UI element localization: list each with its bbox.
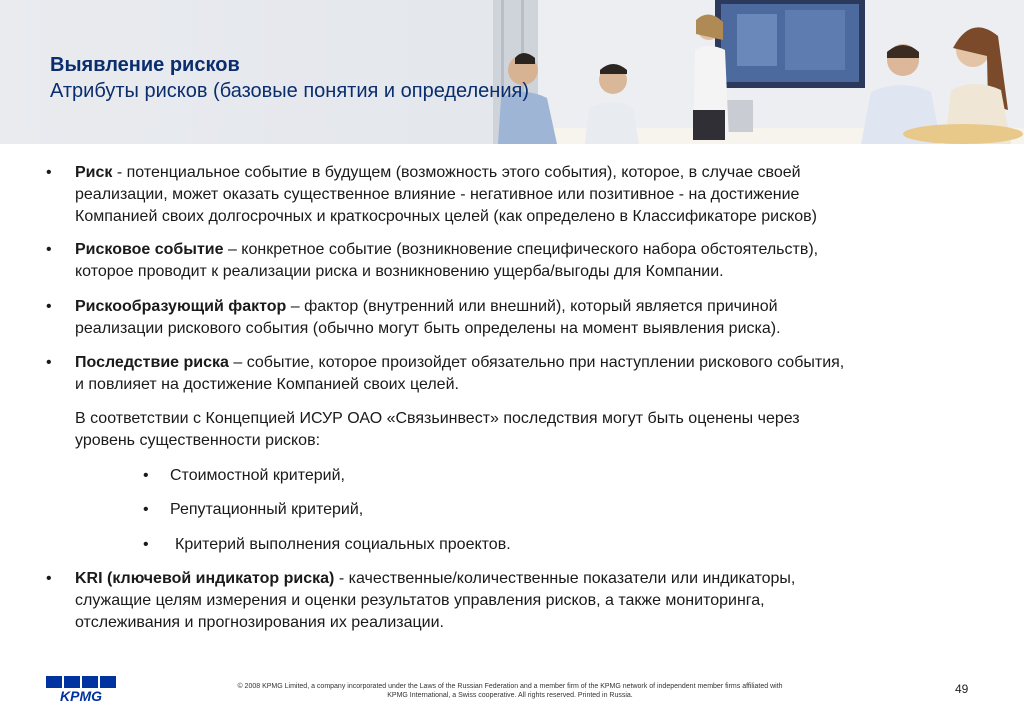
sub-bullet: • — [143, 536, 149, 553]
note-paragraph — [75, 408, 975, 452]
criterion-item — [0, 465, 1024, 487]
definition-line: которое проводит к реализации риска и возникновению ущерба/выгоды для Компании. — [75, 263, 724, 280]
definition-line: - потенциальное событие в будущем (возможность этого события), которое, в случае своей — [112, 164, 801, 181]
criterion-social: Критерий выполнения социальных проектов. — [175, 536, 511, 553]
list-item-kri — [0, 568, 1024, 634]
footer — [0, 670, 1024, 708]
legal-line: © 2008 KPMG Limited, a company incorporated under the Laws of the Russian Federation and a member firm of the KPMG network of independent member firms affiliated with — [237, 683, 783, 690]
bullet: • — [46, 164, 52, 181]
bullet: • — [46, 354, 52, 371]
bullet: • — [46, 241, 52, 258]
meeting-photo — [493, 0, 1024, 144]
definition-line: – событие, которое произойдет обязательно при наступлении рискового события, — [228, 354, 845, 371]
list-item-risk-event — [0, 239, 1024, 283]
definition-line: – фактор (внутренний или внешний), который является причиной — [286, 298, 778, 315]
term-risk-factor: Рискообразующий фактор — [75, 298, 287, 315]
term-risk: Риск — [75, 164, 113, 181]
sub-bullet: • — [143, 467, 149, 484]
list-item-risk-consequence — [0, 352, 1024, 396]
definition-line: - качественные/количественные показатели или индикаторы, — [334, 570, 796, 587]
legal-notice — [170, 682, 850, 700]
header-band — [0, 0, 1024, 144]
page-number: 49 — [955, 682, 969, 696]
sub-bullet: • — [143, 501, 149, 518]
slide-title: Выявление рисков — [50, 54, 240, 76]
bullet: • — [46, 298, 52, 315]
definition-line: отслеживания и прогнозирования их реализации. — [75, 614, 444, 631]
criterion-reputation: Репутационный критерий, — [170, 501, 364, 518]
definition-line: и повлияет на достижение Компанией своих целей. — [75, 376, 459, 393]
kpmg-logo — [46, 676, 116, 702]
note-line: уровень существенности рисков: — [75, 432, 321, 449]
definition-line: реализации рискового события (обычно могут быть определены на момент выявления риска). — [75, 320, 781, 337]
list-item-risk-factor — [0, 296, 1024, 340]
definition-line: – конкретное событие (возникновение специфического набора обстоятельств), — [223, 241, 819, 258]
term-risk-event: Рисковое событие — [75, 241, 224, 258]
definition-line: реализации, может оказать существенное влияние - негативное или позитивное - на достижение — [75, 186, 800, 203]
term-risk-consequence: Последствие риска — [75, 354, 229, 371]
term-kri: KRI (ключевой индикатор риска) — [75, 570, 335, 587]
slide-subtitle: Атрибуты рисков (базовые понятия и определения) — [50, 80, 530, 102]
bullet: • — [46, 570, 52, 587]
legal-line: KPMG International, a Swiss cooperative. All rights reserved. Printed in Russia. — [387, 692, 633, 699]
criterion-item — [0, 499, 1024, 521]
meeting-photo-illustration — [493, 0, 1024, 144]
definition-line: служащие целям измерения и оценки результатов управления рисков, а также мониторинга, — [75, 592, 765, 609]
svg-text:KPMG: KPMG — [60, 688, 102, 702]
list-item-risk — [0, 162, 1024, 228]
criterion-item — [0, 534, 1024, 556]
definition-line: Компанией своих долгосрочных и краткосрочных целей (как определено в Классификаторе рисков) — [75, 208, 817, 225]
note-line: В соответствии с Концепцией ИСУР ОАО «Связьинвест» последствия могут быть оценены через — [75, 410, 800, 427]
criterion-cost: Стоимостной критерий, — [170, 467, 345, 484]
